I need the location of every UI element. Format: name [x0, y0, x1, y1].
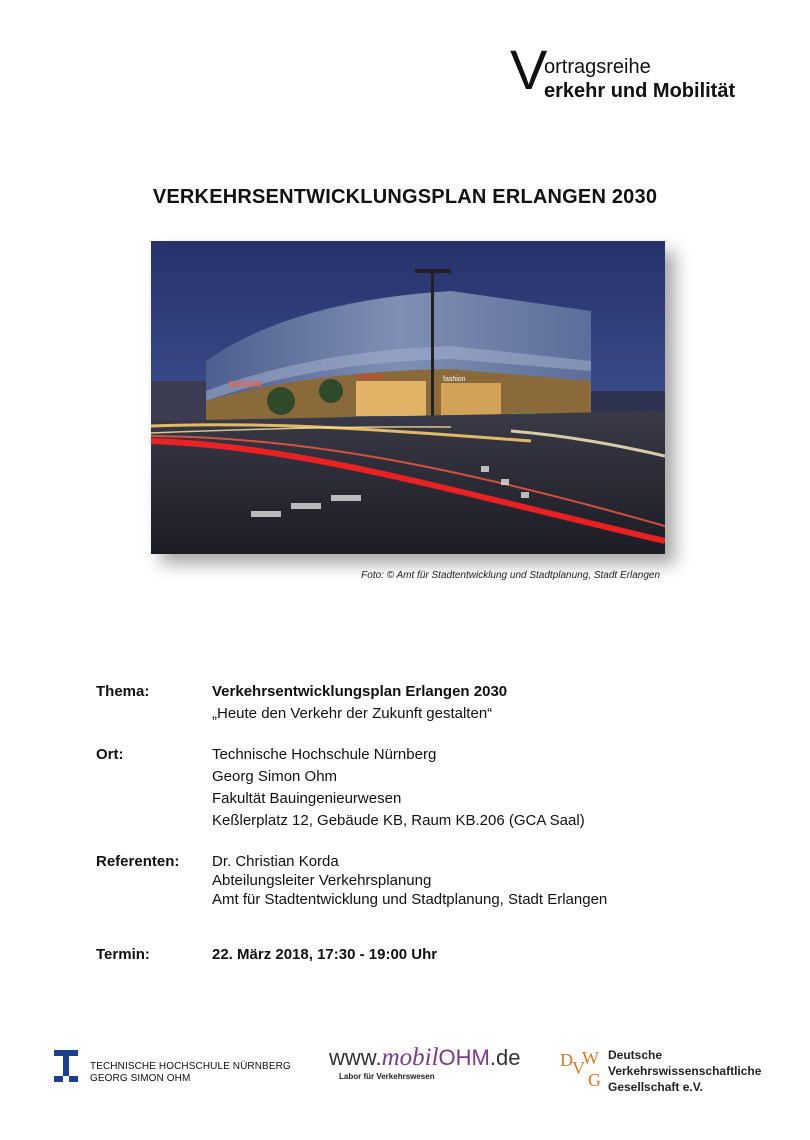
- mobilohm-prefix: www.: [329, 1045, 382, 1070]
- referenten-line-3: Amt für Stadtentwicklung und Stadtplanung, Stadt Erlangen: [212, 891, 608, 908]
- referenten-line-1: Dr. Christian Korda: [212, 853, 339, 870]
- event-photo: [151, 241, 665, 554]
- dvwg-line1: Deutsche: [608, 1048, 663, 1062]
- photo-sign-saturn: SATURN: [229, 380, 262, 389]
- series-logo-line2: erkehr und Mobilität: [544, 80, 736, 102]
- th-logo-icon: [54, 1050, 78, 1082]
- ort-line-4: Keßlerplatz 12, Gebäude KB, Raum KB.206 (GCA Saal): [212, 812, 585, 829]
- photo-credit: Foto: © Amt für Stadtentwicklung und Stadtplanung, Stadt Erlangen: [361, 570, 660, 581]
- thema-line-1: Verkehrsentwicklungsplan Erlangen 2030: [212, 683, 508, 700]
- termin-label: Termin:: [96, 946, 150, 963]
- series-logo-letter: V: [510, 38, 548, 101]
- series-logo: [510, 38, 750, 102]
- mobilohm-ohm: OHM: [438, 1045, 490, 1070]
- svg-text:W: W: [582, 1048, 599, 1068]
- dvwg-logo: [558, 1044, 778, 1100]
- th-name-line2: GEORG SIMON OHM: [90, 1073, 191, 1084]
- mobilohm-italic: mobil: [381, 1044, 439, 1071]
- series-logo-line1: ortragsreihe: [544, 56, 651, 78]
- ort-line-2: Georg Simon Ohm: [212, 768, 338, 785]
- referenten-line-2: Abteilungsleiter Verkehrsplanung: [212, 872, 432, 889]
- svg-text:D: D: [560, 1050, 573, 1070]
- mobilohm-wordmark: [329, 1044, 520, 1072]
- svg-text:G: G: [588, 1070, 601, 1090]
- thema-line-2: „Heute den Verkehr der Zukunft gestalten“: [212, 705, 493, 722]
- dvwg-line2: Verkehrswissenschaftliche: [608, 1064, 762, 1078]
- mobilohm-suffix: .de: [489, 1045, 521, 1070]
- dvwg-logo-icon: [558, 1044, 606, 1092]
- referenten-label: Referenten:: [96, 853, 180, 870]
- svg-text:V: V: [572, 1058, 585, 1078]
- photo-sign-vodafone: vodafone: [356, 374, 385, 381]
- dvwg-line3: Gesellschaft e.V.: [608, 1080, 703, 1094]
- mobilohm-subtitle: Labor für Verkehrswesen: [339, 1072, 435, 1081]
- dvwg-name: [608, 1047, 761, 1095]
- document-title: VERKEHRSENTWICKLUNGSPLAN ERLANGEN 2030: [152, 186, 658, 208]
- th-nuernberg-logo: [54, 1050, 294, 1084]
- mobilohm-logo: [329, 1044, 549, 1084]
- th-name-line1: TECHNISCHE HOCHSCHULE NÜRNBERG: [90, 1061, 291, 1072]
- ort-line-3: Fakultät Bauingenieurwesen: [212, 790, 402, 807]
- thema-label: Thema:: [96, 683, 150, 700]
- ort-label: Ort:: [96, 746, 124, 763]
- photo-sign-fashion: fashion: [443, 376, 466, 383]
- termin-value: 22. März 2018, 17:30 - 19:00 Uhr: [212, 946, 438, 963]
- ort-line-1: Technische Hochschule Nürnberg: [212, 746, 437, 763]
